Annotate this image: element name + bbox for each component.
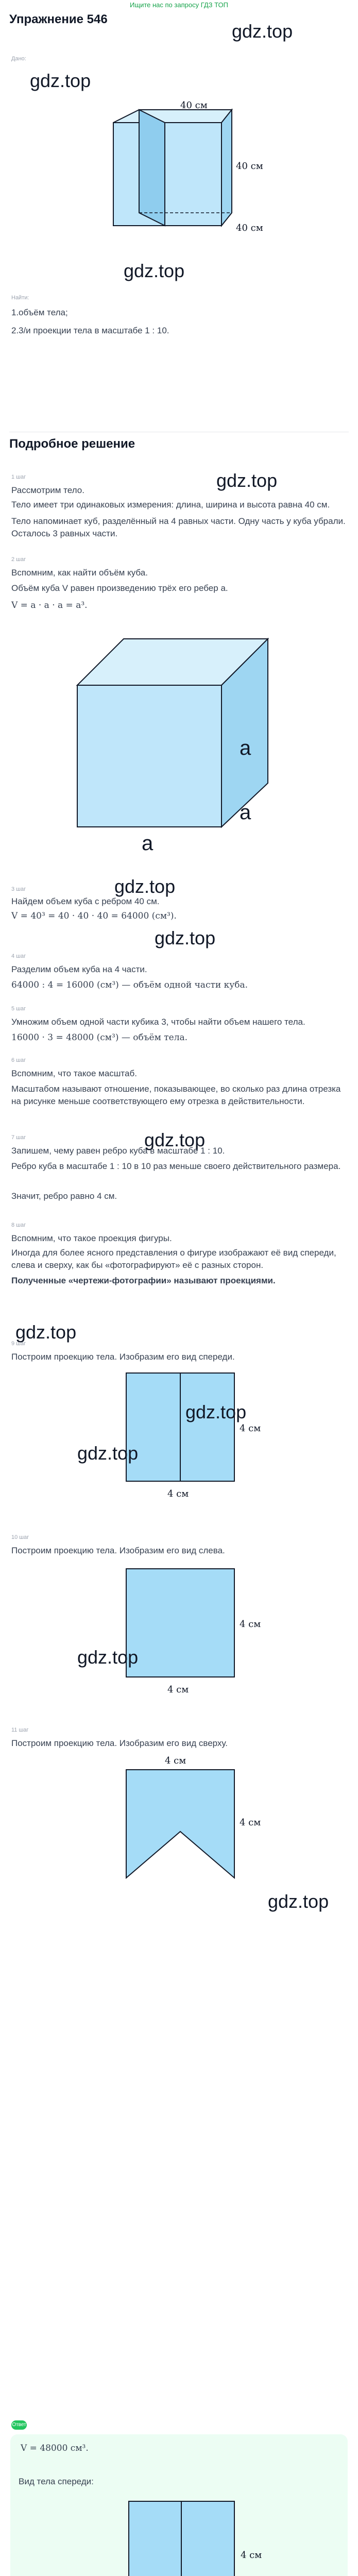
step-text: Рассмотрим тело. xyxy=(11,485,84,495)
step-label: 11 шаг xyxy=(11,1727,29,1733)
find-item: 1.объём тела; xyxy=(11,308,68,317)
solution-title: Подробное решение xyxy=(9,437,135,451)
exercise-title: Упражнение 546 xyxy=(9,12,108,26)
step-text: Построим проекцию тела. Изобразим его вид слева. xyxy=(11,1546,225,1555)
dim-label: 4 см xyxy=(167,1488,189,1499)
fig1-top-dim: 40 см xyxy=(180,100,208,111)
step-label: 6 шаг xyxy=(11,1057,26,1063)
cube-edge-label: a xyxy=(240,737,251,759)
watermark: gdz.top xyxy=(77,1443,139,1464)
step-text: Полученные «чертежи-фотографии» называют проекциями. xyxy=(11,1276,276,1285)
watermark: gdz.top xyxy=(77,1647,139,1668)
fig1-right-dim: 40 см xyxy=(236,161,263,172)
step-text: Разделим объем куба на 4 части. xyxy=(11,964,147,974)
find-label: Найти: xyxy=(11,295,29,301)
watermark: gdz.top xyxy=(155,927,216,948)
watermark: gdz.top xyxy=(232,21,293,42)
step-text: Построим проекцию тела. Изобразим его вид сверху. xyxy=(11,1738,228,1748)
watermark: gdz.top xyxy=(268,1891,329,1912)
step-label: 3 шаг xyxy=(11,886,26,892)
dim-label: 4 см xyxy=(240,1619,261,1630)
step-text: Умножим объем одной части кубика 3, чтобы найти объем нашего тела. xyxy=(11,1017,305,1027)
dim-label: 4 см xyxy=(240,1817,261,1828)
search-hint: Ищите нас по запросу ГДЗ ТОП xyxy=(130,1,228,9)
find-item: 2.3/и проекции тела в масштабе 1 : 10. xyxy=(11,326,169,335)
watermark: gdz.top xyxy=(216,470,278,491)
step-label: 9 шаг xyxy=(11,1341,26,1347)
step-label: 4 шаг xyxy=(11,953,26,959)
answer-volume: V = 48000 см³. xyxy=(21,2443,89,2453)
fig1-bottom-dim: 40 см xyxy=(236,223,263,233)
step-label: 5 шаг xyxy=(11,1006,26,1012)
formula: 16000 · 3 = 48000 (см³) — объём тела. xyxy=(11,1032,188,1043)
step-label: 2 шаг xyxy=(11,556,26,563)
formula: V = 40³ = 40 · 40 · 40 = 64000 (см³). xyxy=(11,911,177,921)
step-text: Тело напоминает куб, разделённый на 4 равных части. Одну часть у куба убрали. Осталось 3 равных части. xyxy=(11,516,346,538)
step-text: Найдем объем куба с ребром 40 см. xyxy=(11,896,160,906)
step-text: Иногда для более ясного представления о фигуре изображают её вид спереди, слева и сверху, как бы «фотографируют» её с разных сторон. xyxy=(11,1248,336,1270)
step-text: Вспомним, что такое масштаб. xyxy=(11,1069,137,1078)
step-text: Тело имеет три одинаковых измерения: длина, ширина и высота равна 40 см. xyxy=(11,500,330,510)
answer-front-figure xyxy=(126,2499,262,2576)
step-text: Запишем, чему равен ребро куба в масштабе 1 : 10. xyxy=(11,1146,225,1156)
step-text: Ребро куба в масштабе 1 : 10 в 10 раз меньше своего действительного размера. xyxy=(11,1161,341,1171)
formula: 64000 : 4 = 16000 (см³) — объём одной части куба. xyxy=(11,980,248,990)
step-label: 7 шаг xyxy=(11,1134,26,1141)
top-view-figure xyxy=(124,1754,261,1888)
body-figure xyxy=(103,102,288,246)
dim-label: 4 см xyxy=(241,2550,262,2561)
step-text: Построим проекцию тела. Изобразим его вид спереди. xyxy=(11,1352,235,1362)
answer-badge: Ответ xyxy=(11,2420,27,2430)
cube-figure xyxy=(67,629,283,855)
watermark: gdz.top xyxy=(185,1401,247,1422)
step-text: Значит, ребро равно 4 см. xyxy=(11,1191,117,1201)
watermark: gdz.top xyxy=(15,1321,77,1343)
cube-edge-label: a xyxy=(240,801,251,824)
step-text: Масштабом называют отношение, показывающее, во сколько раз длина отрезка на рисунке меньше соответствующего ему отрезка в действительности. xyxy=(11,1084,341,1106)
step-label: 1 шаг xyxy=(11,474,26,480)
step-text: Вспомним, что такое проекция фигуры. xyxy=(11,1233,172,1243)
watermark: gdz.top xyxy=(114,876,176,897)
left-view-figure xyxy=(124,1566,261,1710)
step-label: 10 шаг xyxy=(11,1534,29,1540)
watermark: gdz.top xyxy=(30,70,91,91)
formula: V = a · a · a = a³. xyxy=(11,600,88,611)
step-text: Вспомним, как найти объём куба. xyxy=(11,568,148,578)
step-label: 8 шаг xyxy=(11,1222,26,1228)
dim-label: 4 см xyxy=(165,1755,186,1766)
front-view-figure xyxy=(124,1370,261,1515)
dim-label: 4 см xyxy=(240,1423,261,1434)
given-label: Дано: xyxy=(11,56,26,62)
dim-label: 4 см xyxy=(167,1684,189,1695)
step-text: Объём куба V равен произведению трёх его ребер a. xyxy=(11,583,228,593)
watermark: gdz.top xyxy=(124,260,185,281)
watermark: gdz.top xyxy=(144,1129,206,1150)
answer-front-label: Вид тела спереди: xyxy=(19,2477,94,2486)
cube-edge-label: a xyxy=(142,832,154,855)
